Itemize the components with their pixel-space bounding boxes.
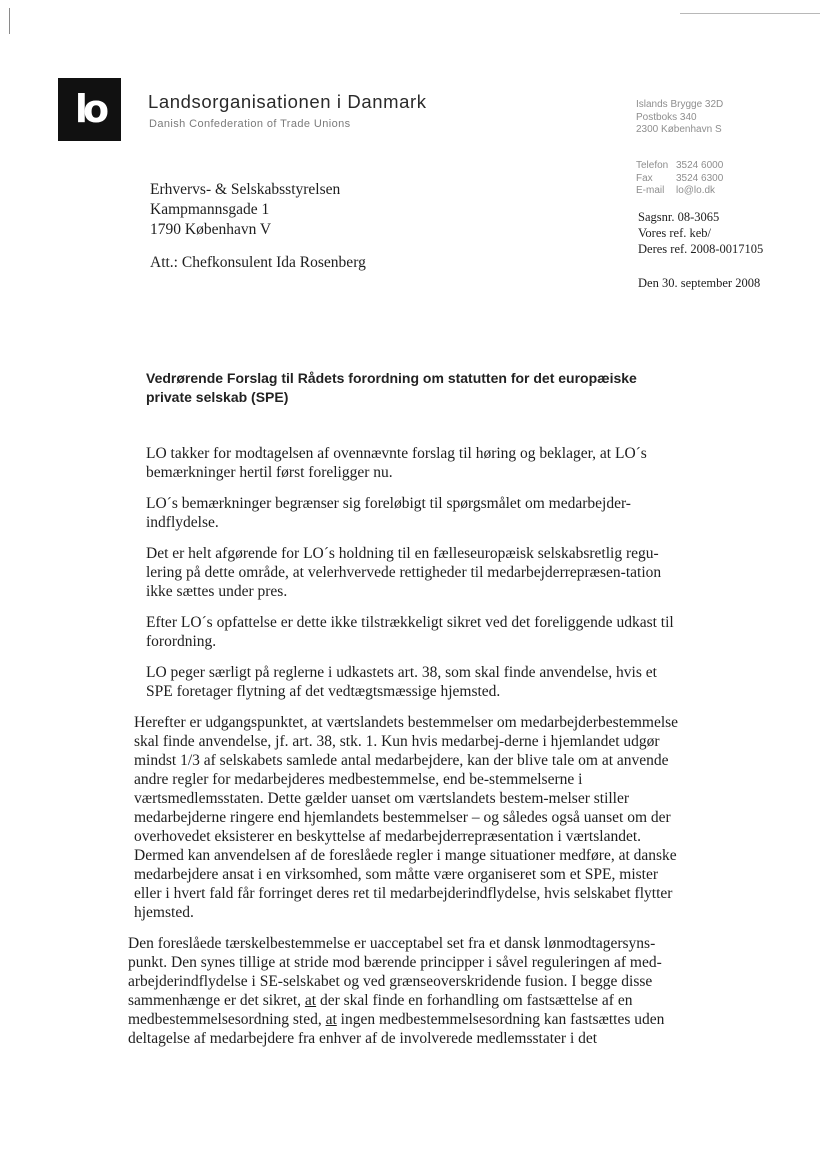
paragraph: Herefter er udgangspunktet, at værtslandets bestemmelser om medarbejderbestemmelse skal finde anvendelse, jf. art. 38, stk. 1. Kun hvis medarbej-derne i hjemlandet udgør mindst 1/3 af selskabets samlede antal medarbejdere, kan der blive tale om at anvende andre regler for medarbejderes medbestemmelse, end be-stemmelserne i værtsmedlemsstaten. Dette gælder uanset om værtslandets bestem-melser stiller medarbejderne ringere end hjemlandets bestemmelser – og således også uanset om der overhovedet eksisterer en beskyttelse af medarbejderrepræsentation i værtslandet. Dermed kan anvendelsen af de foreslåede regler i mange situationer medføre, at danske medarbejdere ansat i en virksomhed, som måtte være organiseret som et SPE, mister eller i hvert fald får forringet deres ret til medarbejderindflydelse, hvis selskabet flytter hjemsted. [134, 714, 679, 921]
recipient-line: Kampmannsgade 1 [150, 201, 270, 218]
address-line: 2300 København S [636, 124, 722, 135]
lo-logo: lo [58, 78, 121, 141]
paragraph: Den foreslåede tærskelbestemmelse er uacceptabel set fra et dansk lønmodtagersyns-punkt. Den synes tillige at stride mod bærende principper i såvel reguleringen af med-arbejderindflydelse i SE-selskabet og ved grænseoverskridende fusion. I begge disse sammenhænge er det sikret, at der skal finde en forhandling om fastsættelse af en medbestemmelsesordning sted, at ingen medbestemmelsesordning kan fastsættes uden deltagelse af medarbejdere fra enhver af de involverede medlemsstater i det [128, 935, 665, 1047]
underlined-word: at [325, 1011, 337, 1028]
organization-subtitle: Danish Confederation of Trade Unions [149, 118, 351, 130]
paragraph: Det er helt afgørende for LO´s holdning til en fælleseuropæisk selskabsretlig regu-lering på dette område, at velerhvervede rettigheder til medarbejderrepræsen-tation ikke sættes under pres. [146, 545, 662, 600]
address-line: Postboks 340 [636, 111, 697, 123]
letter-body [128, 444, 686, 1060]
subject-heading: Vedrørende Forslag til Rådets forordning om statutten for det europæiske private selskab (SPE) [146, 370, 637, 405]
organization-name: Landsorganisationen i Danmark [148, 91, 427, 112]
paragraph: Efter LO´s opfattelse er dette ikke tilstrækkeligt sikret ved det foreliggende udkast til forordning. [146, 614, 674, 650]
paragraph: LO takker for modtagelsen af ovennævnte forslag til høring og beklager, at LO´s bemærkninger hertil først foreligger nu. [146, 445, 647, 481]
recipient-line: 1790 København V [150, 221, 272, 238]
our-reference: Vores ref. keb/ [638, 226, 712, 240]
underlined-word: at [304, 992, 317, 1009]
scan-margin-mark [9, 8, 10, 34]
paragraph: LO´s bemærkninger begrænser sig foreløbigt til spørgsmålet om medarbejder-indflydelse. [146, 495, 631, 531]
contact-email: E-mail lo@lo.dk [636, 185, 716, 196]
contact-phone: Telefon 3524 6000 [636, 160, 724, 171]
attention-line: Att.: Chefkonsulent Ida Rosenberg [150, 254, 366, 271]
paragraph: LO peger særligt på reglerne i udkastets art. 38, som skal finde anvendelse, hvis et SPE foretager flytning af det vedtægtsmæssige hjemsted. [146, 664, 657, 700]
sender-contact [636, 160, 723, 198]
recipient-address [150, 180, 340, 240]
your-reference: Deres ref. 2008-0017105 [638, 242, 764, 256]
letter-date: Den 30. september 2008 [638, 276, 761, 290]
sender-address [636, 99, 723, 137]
reference-block [638, 209, 763, 257]
address-line: Islands Brygge 32D [636, 99, 724, 110]
recipient-line: Erhvervs- & Selskabsstyrelsen [150, 181, 341, 198]
case-number: Sagsnr. 08-3065 [638, 210, 720, 224]
contact-fax: Fax 3524 6300 [636, 172, 724, 184]
scan-edge-line [680, 13, 820, 14]
